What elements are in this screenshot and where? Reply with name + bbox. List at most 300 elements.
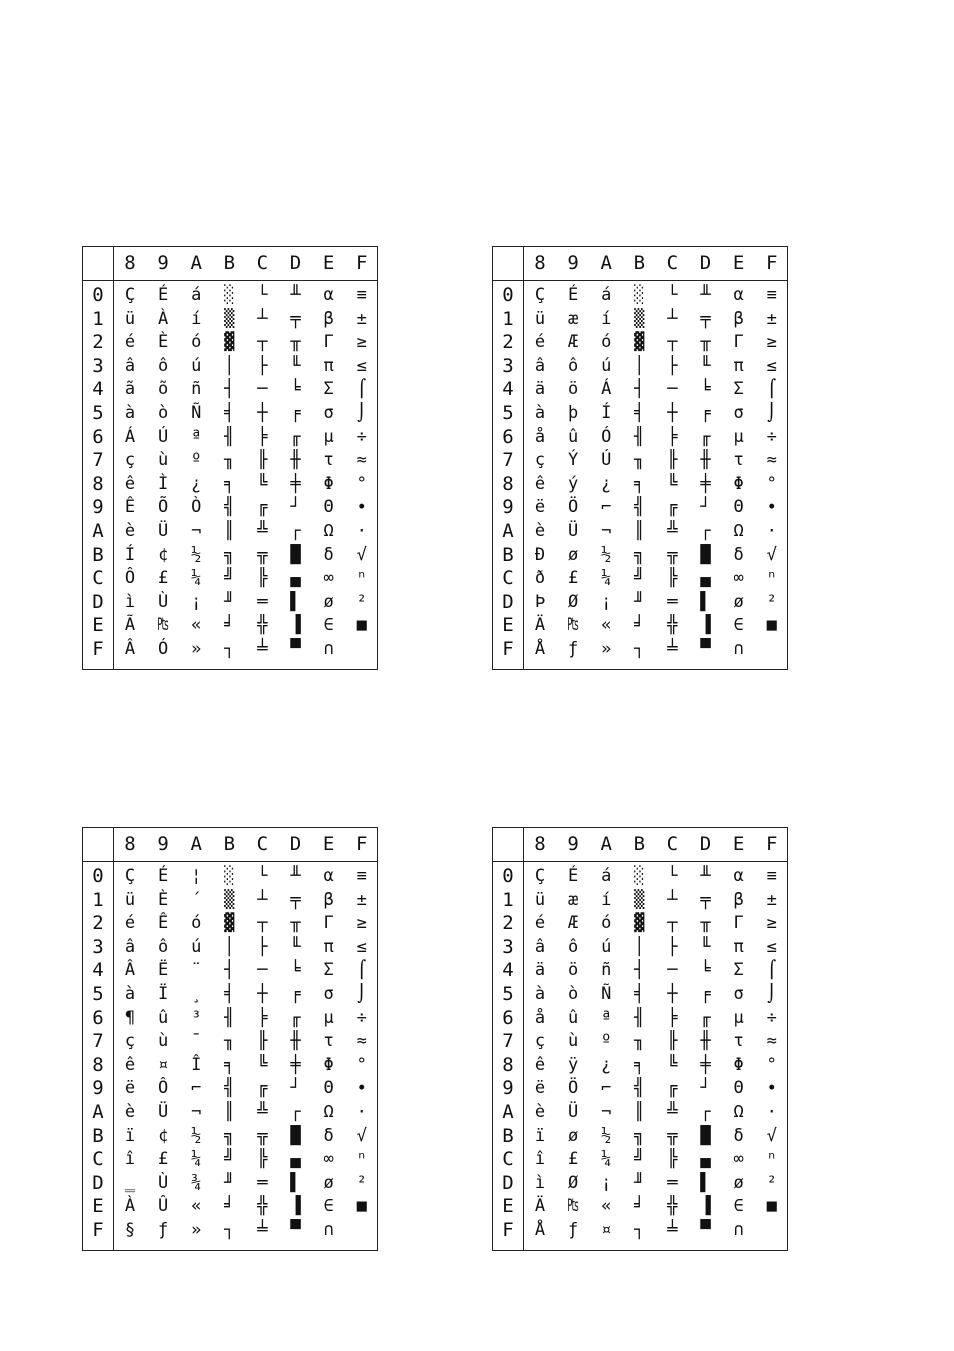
glyph-cell: ░ (634, 285, 645, 305)
column-header: C (256, 252, 269, 274)
glyph-cell: ° (356, 1054, 367, 1075)
glyph-cell: ‗ (124, 1172, 136, 1193)
glyph-cell: É (567, 866, 579, 886)
glyph-cell: ╠ (257, 568, 268, 589)
glyph-cell: ± (766, 308, 777, 329)
glyph-cell: Ö (567, 497, 579, 518)
glyph-cell: è (124, 521, 136, 541)
glyph-cell (346, 1219, 378, 1242)
glyph-cell: ╧ (667, 639, 678, 659)
glyph-cell: ╝ (224, 1149, 235, 1170)
row-header: 7 (502, 449, 514, 472)
glyph-cell: ▄ (700, 1149, 711, 1170)
glyph-cell: ╪ (290, 473, 301, 494)
row-header: 6 (92, 425, 104, 448)
glyph-cell: ╢ (224, 1007, 235, 1028)
glyph-cell: ┼ (257, 984, 268, 1004)
column-header: E (732, 252, 745, 274)
glyph-cell: ┘ (700, 1078, 711, 1099)
glyph-cell: Σ (733, 960, 744, 981)
glyph-cell: ║ (224, 1102, 235, 1122)
column-header: 9 (157, 833, 169, 855)
row-header: F (92, 638, 104, 660)
glyph-cell: · (766, 1102, 777, 1122)
glyph-cell: ┤ (634, 960, 645, 981)
table-horizontal-divider (493, 861, 787, 862)
glyph-cell: β (733, 308, 744, 329)
row-header: 1 (502, 888, 514, 911)
glyph-cell: ª (191, 426, 202, 447)
row-header: 0 (92, 284, 104, 306)
glyph-cell: ╗ (634, 1125, 645, 1146)
glyph-cell: τ (323, 1031, 334, 1052)
glyph-cell: ⌐ (601, 1078, 612, 1099)
row-header: 9 (502, 1077, 514, 1100)
glyph-cell: ╡ (224, 984, 235, 1004)
row-header: D (502, 590, 514, 613)
glyph-cell: π (323, 355, 334, 376)
glyph-cell: ╤ (290, 889, 301, 910)
glyph-cell: δ (733, 1125, 744, 1146)
glyph-cell: ▐ (700, 1196, 711, 1217)
row-header: 3 (502, 354, 514, 377)
glyph-cell: ─ (257, 379, 268, 400)
glyph-cell: ⁿ (356, 568, 367, 589)
glyph-cell: è (534, 521, 546, 541)
glyph-cell: ° (766, 473, 777, 494)
row-header: 3 (92, 354, 104, 377)
row-header: 8 (92, 1053, 104, 1076)
glyph-cell: í (601, 308, 612, 329)
glyph-cell: Ç (124, 866, 136, 886)
glyph-cell: ô (157, 936, 169, 957)
column-header: 9 (567, 833, 579, 855)
glyph-cell: Å (534, 639, 546, 659)
glyph-cell: ≥ (766, 332, 777, 353)
glyph-cell: È (157, 889, 169, 910)
glyph-cell: ° (766, 1054, 777, 1075)
glyph-cell: β (323, 308, 334, 329)
glyph-cell: £ (567, 568, 579, 589)
glyph-cell: ╚ (667, 1054, 678, 1075)
code-page-table-top-left (82, 246, 378, 670)
glyph-cell: ø (733, 1172, 744, 1193)
code-page-table-bottom-left (82, 827, 378, 1251)
row-header: 5 (502, 402, 514, 424)
glyph-cell: ╩ (667, 1102, 678, 1122)
glyph-cell: ▄ (700, 568, 711, 589)
column-header: A (190, 833, 202, 855)
glyph-cell: Õ (157, 497, 169, 518)
glyph-cell: δ (733, 544, 744, 565)
glyph-cell: ⌡ (356, 403, 367, 423)
row-header: B (92, 543, 104, 566)
glyph-cell: ╡ (634, 403, 645, 423)
glyph-cell: ╧ (667, 1220, 678, 1240)
glyph-cell: Ö (567, 1078, 579, 1099)
glyph-cell: Ä (534, 615, 546, 636)
glyph-cell: ╞ (667, 426, 678, 447)
glyph-cell: ┘ (290, 497, 301, 518)
glyph-cell: ╟ (667, 1031, 678, 1052)
glyph-cell: ² (356, 1172, 367, 1193)
glyph-cell: Σ (323, 960, 334, 981)
glyph-cell: « (601, 615, 612, 636)
row-header: B (92, 1124, 104, 1147)
row-header: E (92, 1195, 104, 1218)
glyph-cell: ┘ (700, 497, 711, 518)
glyph-cell: ╡ (224, 403, 235, 423)
glyph-cell: ╟ (667, 450, 678, 471)
glyph-cell: ╓ (700, 1007, 711, 1028)
glyph-cell: º (601, 1031, 612, 1052)
glyph-cell: ¬ (601, 1102, 612, 1122)
glyph-cell: ║ (634, 1102, 645, 1122)
glyph-cell: ⁿ (766, 568, 777, 589)
glyph-cell: ├ (257, 936, 268, 957)
glyph-cell: ─ (667, 960, 678, 981)
glyph-cell: ║ (224, 521, 235, 541)
glyph-cell: Σ (323, 379, 334, 400)
glyph-cell: ø (567, 1125, 579, 1146)
glyph-cell: ╟ (257, 450, 268, 471)
glyph-cell: ú (191, 355, 202, 376)
row-header: 5 (502, 983, 514, 1005)
glyph-cell: ² (356, 591, 367, 612)
glyph-cell: ø (323, 591, 334, 612)
glyph-cell: β (733, 889, 744, 910)
glyph-cell: ° (356, 473, 367, 494)
glyph-cell: ║ (634, 521, 645, 541)
glyph-cell: ▒ (634, 889, 645, 910)
glyph-cell: î (124, 1149, 136, 1170)
glyph-cell: ▒ (634, 308, 645, 329)
glyph-cell: ¡ (191, 591, 202, 612)
glyph-cell: » (191, 639, 202, 659)
glyph-cell: ╔ (667, 497, 678, 518)
glyph-cell: ╦ (667, 544, 678, 565)
glyph-cell: ¾ (191, 1172, 202, 1193)
column-header: C (256, 833, 269, 855)
glyph-cell: ≤ (766, 355, 777, 376)
glyph-cell: α (323, 285, 334, 305)
glyph-cell: ╘ (290, 960, 301, 981)
glyph-cell: í (191, 308, 202, 329)
glyph-cell: ü (534, 889, 546, 910)
glyph-cell: ÷ (766, 426, 777, 447)
glyph-cell: ¼ (601, 568, 612, 589)
glyph-cell: ╢ (634, 426, 645, 447)
column-header: E (322, 252, 335, 274)
glyph-cell: ▌ (290, 591, 301, 612)
glyph-cell: Ã (124, 615, 136, 636)
glyph-cell: ∈ (323, 1196, 334, 1217)
glyph-cell: Ç (124, 285, 136, 305)
glyph-cell: ╠ (667, 1149, 678, 1170)
glyph-cell: ▓ (224, 332, 235, 353)
glyph-cell: ç (124, 1031, 136, 1052)
glyph-cell: µ (323, 426, 334, 447)
glyph-cell: █ (290, 544, 301, 565)
glyph-cell: ╝ (634, 1149, 645, 1170)
glyph-cell: ═ (667, 1172, 678, 1193)
glyph-cell: τ (323, 450, 334, 471)
glyph-cell: ╠ (667, 568, 678, 589)
glyph-cell: ³ (191, 1007, 202, 1028)
glyph-cell: ≥ (356, 913, 367, 934)
glyph-cell: ┌ (290, 1102, 301, 1122)
glyph-cell: û (157, 1007, 169, 1028)
glyph-cell: ░ (224, 866, 235, 886)
glyph-cell: ç (124, 450, 136, 471)
glyph-cell: é (124, 913, 136, 934)
glyph-cell: ▀ (290, 1220, 301, 1240)
row-header: 4 (92, 378, 104, 401)
glyph-cell: ó (601, 332, 612, 353)
glyph-cell: π (323, 936, 334, 957)
glyph-cell: ╙ (290, 936, 301, 957)
glyph-cell: ¬ (601, 521, 612, 541)
glyph-cell: Ä (534, 1196, 546, 1217)
glyph-cell: ▐ (290, 1196, 301, 1217)
glyph-cell: ╓ (290, 1007, 301, 1028)
glyph-cell: ╕ (634, 473, 645, 494)
column-header: C (666, 833, 679, 855)
glyph-cell: é (124, 332, 136, 353)
glyph-cell: Ë (157, 960, 169, 981)
glyph-cell: æ (567, 889, 579, 910)
glyph-cell: Ç (534, 866, 546, 886)
column-header: 9 (567, 252, 579, 274)
glyph-cell: ╛ (224, 1196, 235, 1217)
row-header: A (502, 1101, 514, 1123)
glyph-cell: Ê (124, 497, 136, 518)
glyph-cell: ╒ (290, 984, 301, 1004)
glyph-cell: Ò (191, 497, 202, 518)
row-header: C (92, 567, 104, 590)
glyph-cell: Ü (567, 1102, 579, 1122)
glyph-cell: ▀ (290, 639, 301, 659)
glyph-cell: ┌ (700, 1102, 711, 1122)
row-header: 4 (92, 959, 104, 982)
glyph-cell: ─ (257, 960, 268, 981)
glyph-cell: ç (534, 450, 546, 471)
glyph-cell: ╛ (634, 615, 645, 636)
glyph-cell: σ (733, 403, 744, 423)
column-header: B (633, 252, 646, 274)
glyph-cell: ¼ (601, 1149, 612, 1170)
glyph-cell: √ (766, 1125, 777, 1146)
glyph-cell: │ (224, 355, 235, 376)
glyph-cell: ð (534, 568, 546, 589)
glyph-cell: é (534, 332, 546, 353)
row-header: A (92, 1101, 104, 1123)
glyph-cell: Ω (733, 1102, 744, 1122)
glyph-cell: å (534, 1007, 546, 1028)
glyph-cell: § (124, 1220, 136, 1240)
glyph-cell: Ð (534, 544, 546, 565)
glyph-cell: ╥ (700, 913, 711, 934)
glyph-cell: ≥ (356, 332, 367, 353)
glyph-cell: ╓ (700, 426, 711, 447)
glyph-cell: ∙ (356, 1078, 367, 1099)
glyph-cell: à (124, 403, 136, 423)
glyph-cell: ⌡ (766, 403, 777, 423)
glyph-cell: ┴ (667, 889, 678, 910)
table-horizontal-divider (493, 280, 787, 281)
glyph-cell: ╥ (700, 332, 711, 353)
glyph-cell: ô (567, 936, 579, 957)
glyph-cell: ╬ (257, 615, 268, 636)
glyph-cell: ┴ (667, 308, 678, 329)
glyph-cell: ñ (601, 960, 612, 981)
row-header: 3 (502, 935, 514, 958)
glyph-cell: ─ (667, 379, 678, 400)
glyph-cell: ö (567, 960, 579, 981)
glyph-cell: ± (766, 889, 777, 910)
glyph-cell: á (191, 285, 202, 305)
glyph-cell: ╗ (224, 1125, 235, 1146)
glyph-cell: é (534, 913, 546, 934)
glyph-cell: Φ (733, 1054, 744, 1075)
glyph-cell: ╟ (257, 1031, 268, 1052)
column-header: 9 (157, 252, 169, 274)
column-header: E (732, 833, 745, 855)
glyph-cell: ╖ (224, 450, 235, 471)
column-header: F (355, 833, 368, 855)
glyph-cell: ã (124, 379, 136, 400)
glyph-cell: ¼ (191, 568, 202, 589)
glyph-cell: ç (534, 1031, 546, 1052)
glyph-cell: ╬ (667, 615, 678, 636)
glyph-cell: · (356, 521, 367, 541)
glyph-cell: ∩ (733, 639, 744, 659)
glyph-cell: ╪ (290, 1054, 301, 1075)
glyph-cell: ¶ (124, 1007, 136, 1028)
glyph-cell: â (534, 355, 546, 376)
glyph-cell: τ (733, 450, 744, 471)
glyph-cell: ƒ (567, 1220, 579, 1240)
glyph-cell: ═ (257, 1172, 268, 1193)
glyph-cell: ╜ (224, 591, 235, 612)
glyph-cell: █ (290, 1125, 301, 1146)
glyph-cell: ≡ (766, 285, 777, 305)
glyph-cell: ∩ (323, 1220, 334, 1240)
glyph-cell: τ (733, 1031, 744, 1052)
glyph-cell: ó (601, 913, 612, 934)
row-header: 8 (92, 472, 104, 495)
glyph-cell: Ω (323, 1102, 334, 1122)
glyph-cell: ╥ (290, 913, 301, 934)
glyph-cell: Þ (534, 591, 546, 612)
glyph-cell: ╒ (290, 403, 301, 423)
glyph-cell: ╨ (700, 285, 711, 305)
glyph-cell (756, 1219, 788, 1242)
glyph-cell: « (191, 615, 202, 636)
glyph-cell: µ (323, 1007, 334, 1028)
glyph-cell: ╞ (257, 426, 268, 447)
glyph-cell: ¤ (157, 1054, 169, 1075)
glyph-cell: ó (191, 913, 202, 934)
glyph-cell: ∞ (733, 1149, 744, 1170)
glyph-cell: ╕ (224, 1054, 235, 1075)
row-header: F (92, 1219, 104, 1241)
glyph-cell: ■ (766, 1196, 777, 1217)
row-header: 0 (502, 865, 514, 887)
glyph-cell: α (733, 866, 744, 886)
glyph-cell: ƒ (157, 1220, 169, 1240)
glyph-cell: ÷ (356, 1007, 367, 1028)
glyph-cell: Ñ (191, 403, 202, 423)
glyph-cell: ÷ (766, 1007, 777, 1028)
glyph-cell: ┌ (290, 521, 301, 541)
glyph-cell: ≡ (766, 866, 777, 886)
glyph-cell: ± (356, 308, 367, 329)
glyph-cell: └ (667, 866, 678, 886)
glyph-cell: ∞ (323, 1149, 334, 1170)
glyph-cell: ⌠ (356, 379, 367, 400)
glyph-cell: ╥ (290, 332, 301, 353)
glyph-cell: ¤ (601, 1220, 612, 1240)
glyph-cell: ╫ (290, 1031, 301, 1052)
glyph-cell: £ (567, 1149, 579, 1170)
glyph-cell: ⁿ (356, 1149, 367, 1170)
glyph-cell: ø (733, 591, 744, 612)
glyph-cell: ∙ (766, 1078, 777, 1099)
column-header: B (633, 833, 646, 855)
column-header: A (600, 833, 612, 855)
glyph-cell: Ï (157, 984, 169, 1004)
glyph-cell: ¬ (191, 521, 202, 541)
glyph-cell: ÿ (567, 1054, 579, 1075)
glyph-cell: ¢ (157, 544, 169, 565)
glyph-cell: ô (567, 355, 579, 376)
glyph-cell: α (323, 866, 334, 886)
glyph-cell: ² (766, 591, 777, 612)
row-header: 4 (502, 378, 514, 401)
glyph-cell: Á (601, 379, 612, 400)
glyph-cell: Φ (323, 473, 334, 494)
glyph-cell: ╪ (700, 473, 711, 494)
glyph-cell: ▓ (224, 913, 235, 934)
row-header: F (502, 1219, 514, 1241)
glyph-cell: Φ (733, 473, 744, 494)
glyph-cell: » (191, 1220, 202, 1240)
glyph-cell: Â (124, 639, 136, 659)
glyph-cell: ∩ (323, 639, 334, 659)
code-page-table-bottom-right (492, 827, 788, 1251)
glyph-cell: Ô (157, 1078, 169, 1099)
row-header: 7 (92, 449, 104, 472)
glyph-cell: þ (567, 403, 579, 423)
glyph-cell: ╚ (667, 473, 678, 494)
glyph-cell: ┤ (634, 379, 645, 400)
glyph-cell: ╞ (257, 1007, 268, 1028)
glyph-cell: Ù (157, 591, 169, 612)
row-header: 4 (502, 959, 514, 982)
glyph-cell: À (124, 1196, 136, 1217)
glyph-cell: ╩ (257, 1102, 268, 1122)
glyph-cell: µ (733, 426, 744, 447)
row-header: 9 (92, 1077, 104, 1100)
glyph-cell: █ (700, 1125, 711, 1146)
glyph-cell: ╚ (257, 1054, 268, 1075)
glyph-cell: ▀ (700, 639, 711, 659)
row-header: 5 (92, 402, 104, 424)
glyph-cell: ▌ (290, 1172, 301, 1193)
glyph-cell: à (124, 984, 136, 1004)
glyph-cell: ÷ (356, 426, 367, 447)
